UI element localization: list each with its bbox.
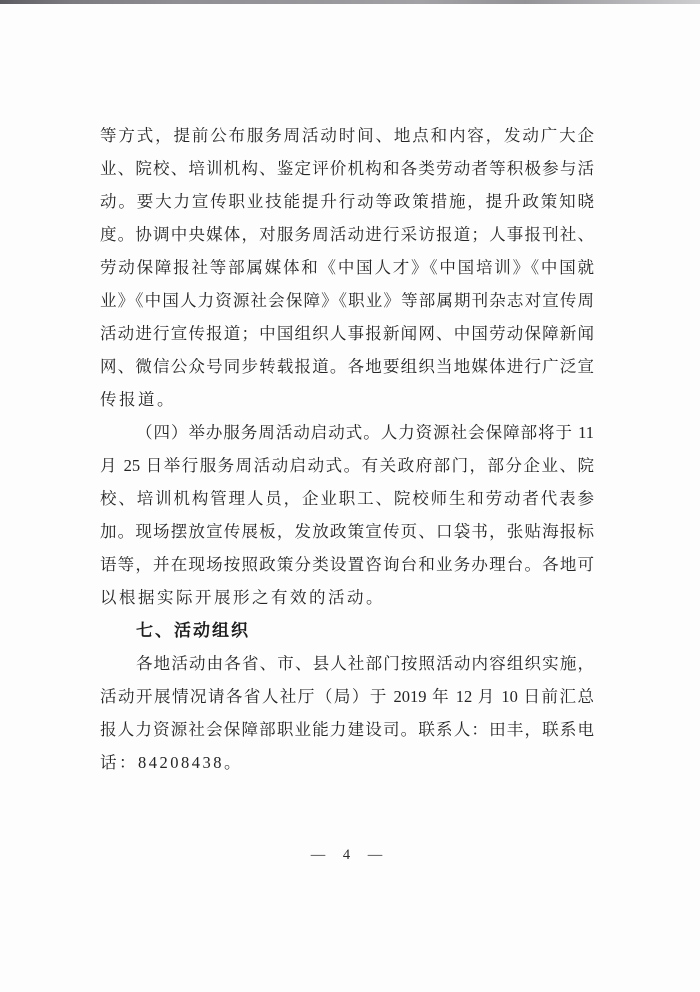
text-line: 以根据实际开展形之有效的活动。 [100,588,385,607]
text-line: 业、院校、培训机构、鉴定评价机构和各类劳动者等积极参与活 [100,159,594,178]
section-heading: 七、活动组织 [136,621,250,640]
page-number: — 4 — [310,847,390,863]
text-line: 月 25 日举行服务周活动启动式。有关政府部门，部分企业、院 [100,456,594,475]
text-line: 话：84208438。 [100,753,243,772]
text-line: （四）举办服务周活动启动式。人力资源社会保障部将于 11 [136,423,594,442]
document-body [100,119,594,779]
text-line: 活动进行宣传报道；中国组织人事报新闻网、中国劳动保障新闻 [100,324,594,343]
text-line: 度。协调中央媒体，对服务周活动进行采访报道；人事报刊社、 [100,225,594,244]
text-line: 动。要大力宣传职业技能提升行动等政策措施，提升政策知晓 [100,192,594,211]
text-line: 劳动保障报社等部属媒体和《中国人才》《中国培训》《中国就 [100,258,594,277]
text-line: 校、培训机构管理人员，企业职工、院校师生和劳动者代表参 [100,489,594,508]
text-line: 报人力资源社会保障部职业能力建设司。联系人：田丰，联系电 [100,720,594,739]
scan-edge-artifact [0,0,700,4]
text-line: 网、微信公众号同步转载报道。各地要组织当地媒体进行广泛宣 [100,357,594,376]
text-line: 活动开展情况请各省人社厅（局）于 2019 年 12 月 10 日前汇总 [100,687,594,706]
text-line: 业》《中国人力资源社会保障》《职业》等部属期刊杂志对宣传周 [100,291,594,310]
text-line: 加。现场摆放宣传展板，发放政策宣传页、口袋书，张贴海报标 [100,522,594,541]
text-line: 等方式，提前公布服务周活动时间、地点和内容，发动广大企 [100,126,594,145]
text-line: 传报道。 [100,390,176,409]
text-line: 各地活动由各省、市、县人社部门按照活动内容组织实施， [136,654,594,673]
text-line: 语等，并在现场按照政策分类设置咨询台和业务办理台。各地可 [100,555,594,574]
